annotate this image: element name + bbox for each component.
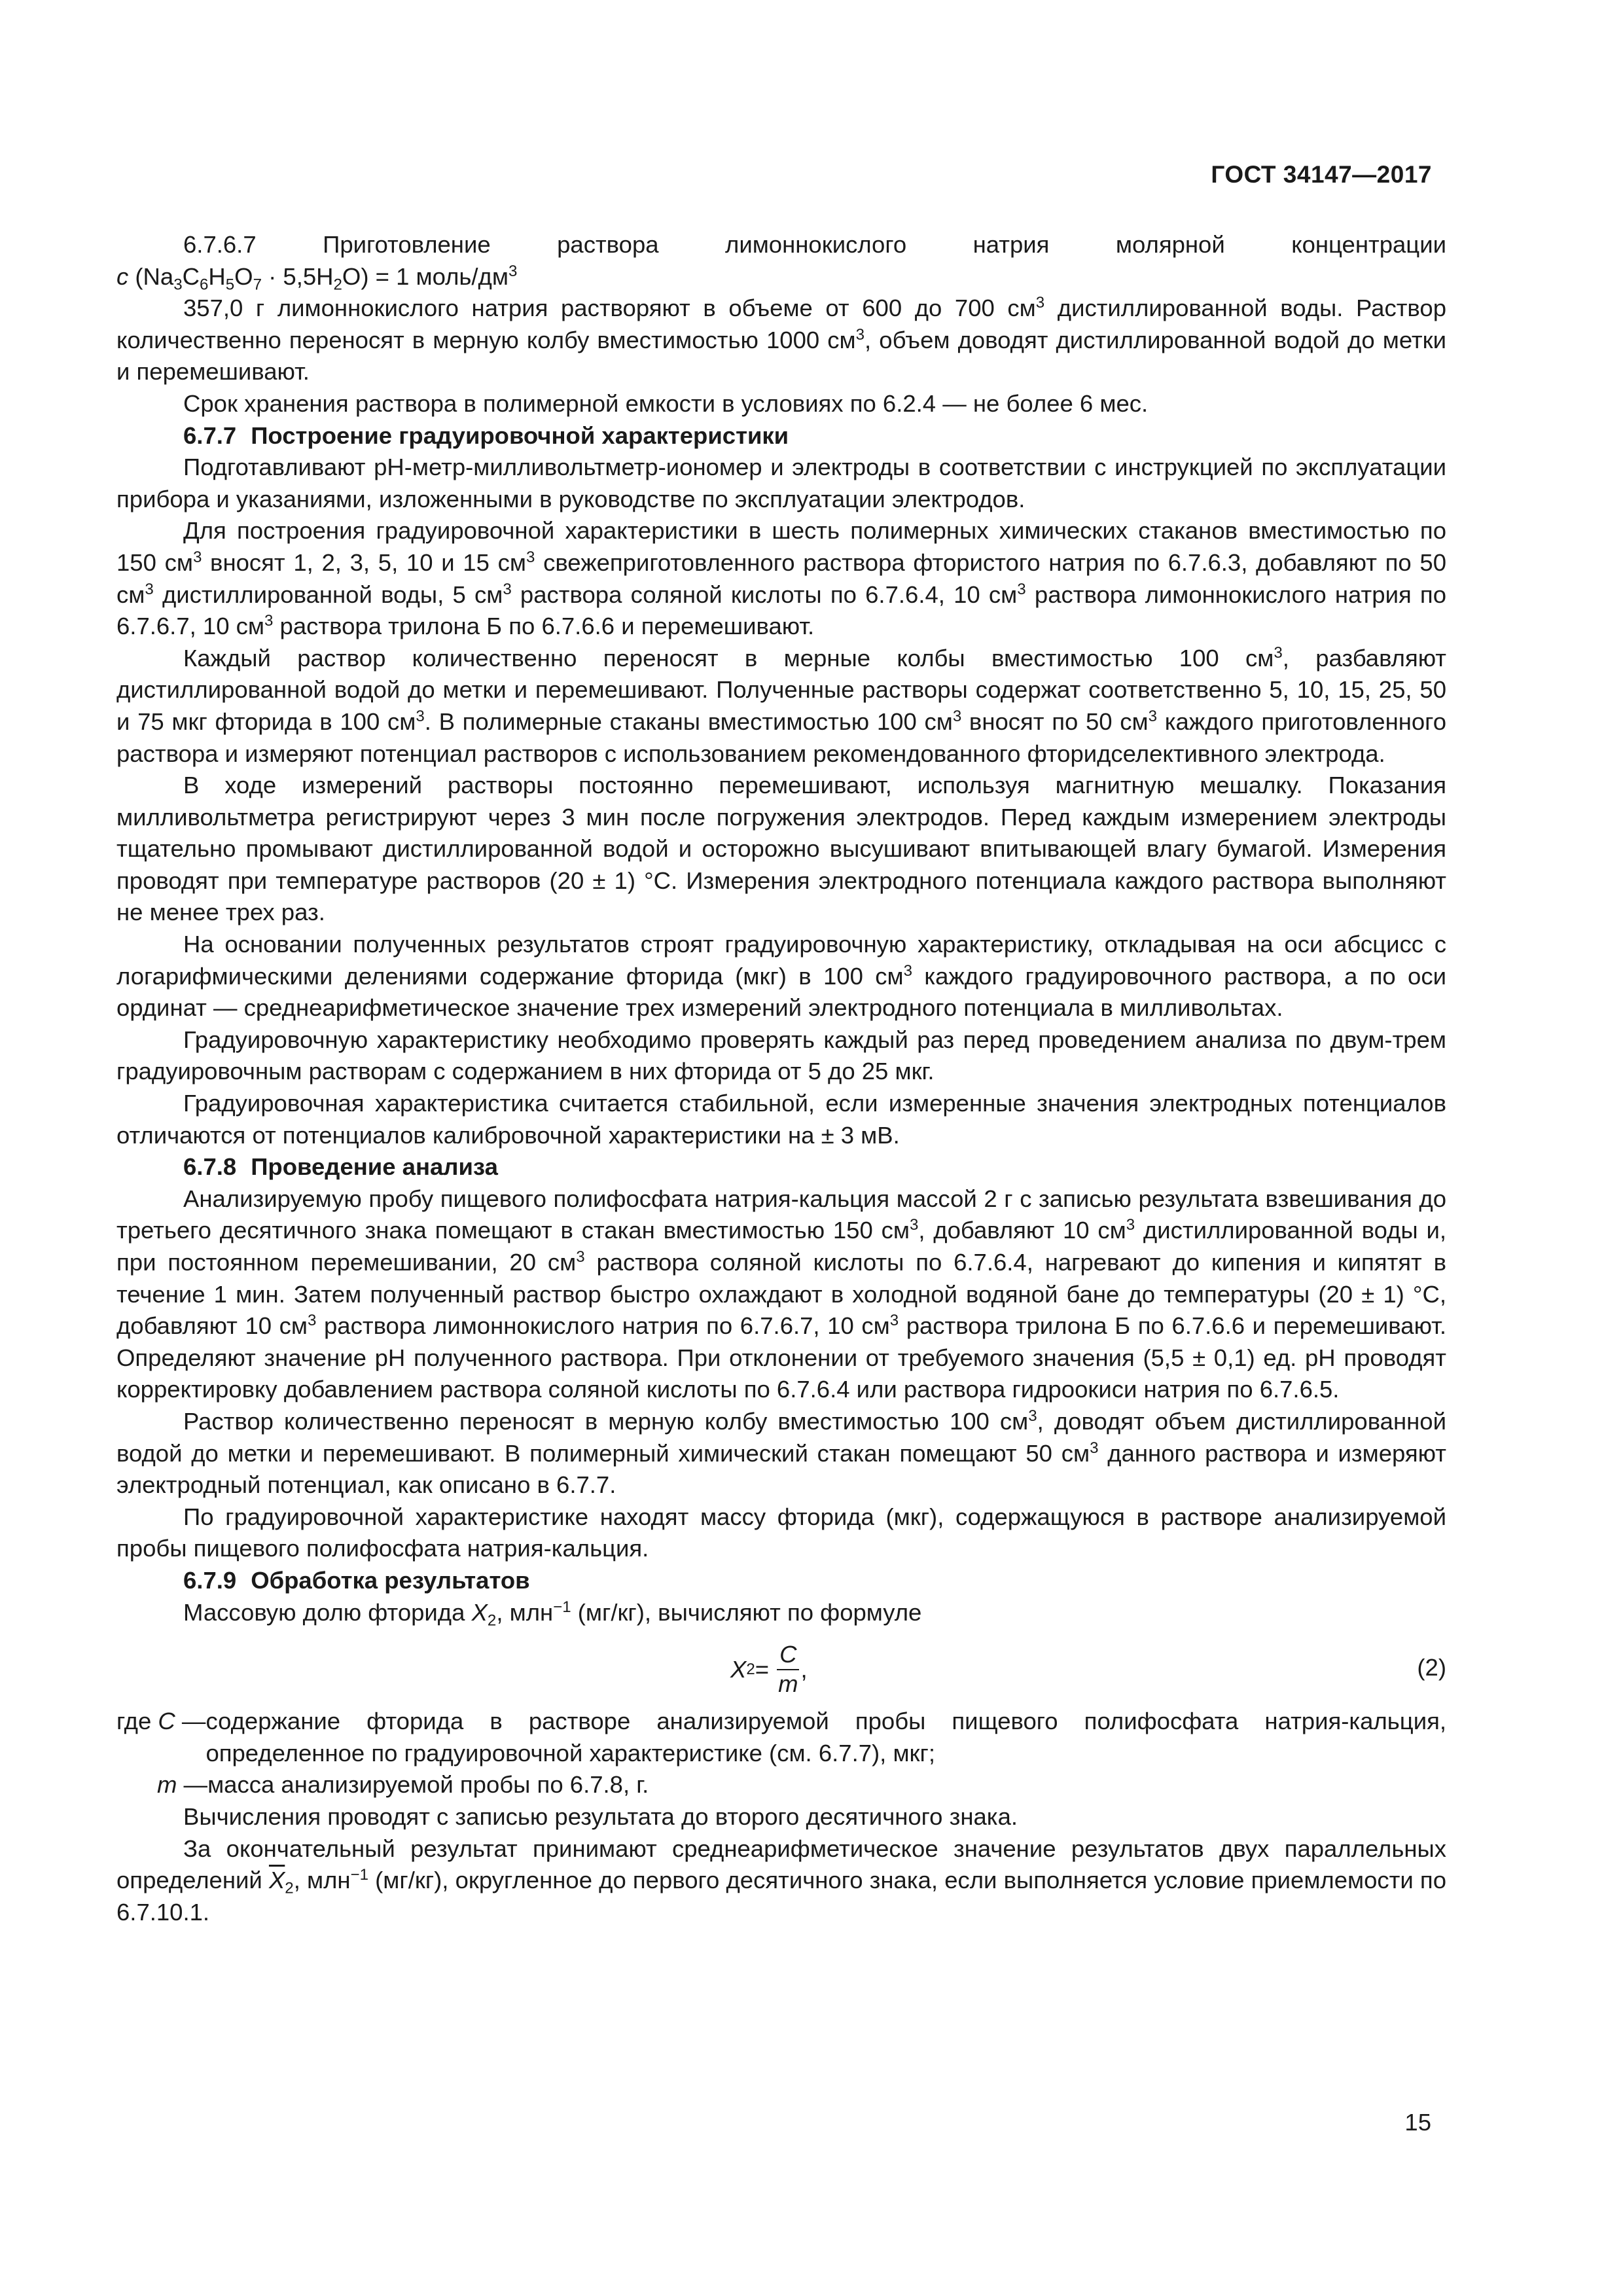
formula-expression: X 2 = $\frac{C}{m}$ , (730, 1641, 808, 1698)
paragraph-dilution: Каждый раствор количественно переносят в мерные колбы вместимостью 100 $см^3$, разбавляют дистиллированной водой до метки и перемешивают. Полученные растворы содержат соответственно 5, 10, 15, 25, 50 и 75 мкг фторида в 100 $см^3$. В полимерные стаканы вместимостью 100 $см^3$ вносят по 50 $см^3$ каждого приготовленного раствора и измеряют потенциал растворов с использованием рекомендованного фторидселективного электрода. (116, 643, 1446, 767)
paragraph-measurement: В ходе измерений растворы постоянно перемешивают, используя магнитную мешалку. Показания милливольтметра регистрируют через 3 мин после погружения электродов. Перед каждым измерением электроды тщательно промывают дистиллированной водой и осторожно высушивают впитывающей влагу бумагой. Измерения проводят при температуре растворов (20 ± 1) °С. Измерения электродного потенциала каждого раствора выполняют не менее трех раз. (116, 772, 1446, 926)
paragraph-ionomer-prep: Подготавливают рН-метр-милливольтметр-иономер и электроды в соответствии с инструкцией по эксплуатации прибора и указаниями, изложенными в руководстве по эксплуатации электродов. (116, 454, 1446, 512)
formula-number: (2) (1417, 1654, 1446, 1681)
paragraph-stability: Градуировочная характеристика считается стабильной, если измеренные значения электродных потенциалов отличаются от потенциалов калибровочной характеристики на ± 3 мВ. (116, 1090, 1446, 1149)
paragraph-fluoride-mass: По градуировочной характеристике находят массу фторида (мкг), содержащуюся в растворе анализируемой пробы пищевого полифосфата натрия-кальция. (116, 1503, 1446, 1562)
paragraph-final-result: За окончательный результат принимают среднеарифметическое значение результатов двух параллельных определений $\overline{X}_2$, млн$^{-1}$ (мг/кг), округленное до первого десятичного знака, если выполняется условие приемлемости по 6.7.10.1. (116, 1835, 1446, 1926)
paragraph-mass-fraction: Массовую долю фторида $X_2$, млн$^{-1}$ (мг/кг), вычисляют по формуле (183, 1598, 922, 1630)
formula-2 (116, 1632, 1446, 1702)
page-number: 15 (1404, 2109, 1431, 2136)
paragraph-precision: Вычисления проводят с записью результата до второго десятичного знака. (183, 1803, 1018, 1830)
paragraph-analysis: Анализируемую пробу пищевого полифосфата натрия-кальция массой 2 г с записью результата взвешивания до третьего десятичного знака помещают в стакан вместимостью 150 $см^3$, добавляют 10 $см^3$ дистиллированной воды и, при постоянном перемешивании, 20 $см^3$ раствора соляной кислоты по 6.7.6.4, нагревают до кипения и кипятят в течение 1 мин. Затем полученный раствор быстро охлаждают в холодной водяной бане до температуры (20 ± 1) °С, добавляют 10 $см^3$ раствора лимоннокислого натрия по 6.7.6.7, 10 $см^3$ раствора трилона Б по 6.7.6.6 и перемешивают. Определяют значение рН полученного раствора. При отклонении от требуемого значения (5,5 ± 0,1) ед. рН проводят корректировку добавлением раствора соляной кислоты по 6.7.6.4 или раствора гидроокиси натрия по 6.7.6.5. (116, 1185, 1446, 1403)
heading-6-7-8: 6.7.8 Проведение анализа (183, 1153, 498, 1181)
paragraph-citrate-preparation: 357,0 г лимоннокислого натрия растворяют в объеме от 600 до 700 $см^3$ дистиллированной воды. Раствор количественно переносят в мерную колбу вместимостью 1000 $см^3$, объем доводят дистиллированной водой до метки и перемешивают. (116, 293, 1447, 386)
paragraph-plotting: На основании полученных результатов строят градуировочную характеристику, откладывая на оси абсцисс с логарифмическими делениями содержание фторида (мкг) в 100 $см^3$ каждого градуировочного раствора, а по оси ординат — среднеарифметическое значение трех измерений электродного потенциала в милливольтах. (116, 931, 1446, 1022)
where-m: m — масса анализируемой пробы по 6.7.8, г. (157, 1771, 649, 1799)
document-number: ГОСТ 34147—2017 (1211, 161, 1432, 188)
paragraph-storage: Срок хранения раствора в полимерной емкости в условиях по 6.2.4 — не более 6 мес. (183, 389, 1149, 417)
paragraph-calibration-setup: Для построения градуировочной характеристики в шесть полимерных химических стаканов вместимостью по 150 $см^3$ вносят 1, 2, 3, 5, 10 и 15 $см^3$ свежеприготовленного раствора фтористого натрия по 6.7.6.3, добавляют по 50 $см^3$ дистиллированной воды, 5 $см^3$ раствора соляной кислоты по 6.7.6.4, 10 $см^3$ раствора лимоннокислого натрия по 6.7.6.7, 10 $см^3$ раствора трилона Б по 6.7.6.6 и перемешивают. (116, 517, 1447, 640)
molar-concentration-formula: c $(Na_3C_6H_5O_7 \cdot 5,5H_2O) = 1$ моль/$дм^3$ (116, 262, 518, 294)
heading-6-7-9: 6.7.9 Обработка результатов (183, 1566, 530, 1594)
formula-fraction: $\frac{C}{m}$ (778, 1641, 798, 1698)
paragraph-check: Градуировочную характеристику необходимо проверять каждый раз перед проведением анализа по двум-трем градуировочным растворам с содержанием в них фторида от 5 до 25 мкг. (116, 1026, 1446, 1085)
paragraph-6-7-6-7-title: 6.7.6.7 Приготовление раствора лимоннокислого натрия молярной концентрации (183, 231, 1446, 258)
where-c: где C — содержание фторида в растворе анализируемой пробы пищевого полифосфата натрия-кальция, определенное по градуировочной характеристике (см. 6.7.7), мкг; (116, 1708, 1446, 1767)
document-body (116, 229, 1446, 1928)
heading-6-7-7: 6.7.7 Построение градуировочной характеристики (183, 422, 789, 449)
paragraph-transfer: Раствор количественно переносят в мерную колбу вместимостью 100 $см^3$, доводят объем дистиллированной водой до метки и перемешивают. В полимерный химический стакан помещают 50 $см^3$ данного раствора и измеряют электродный потенциал, как описано в 6.7.7. (116, 1407, 1446, 1499)
